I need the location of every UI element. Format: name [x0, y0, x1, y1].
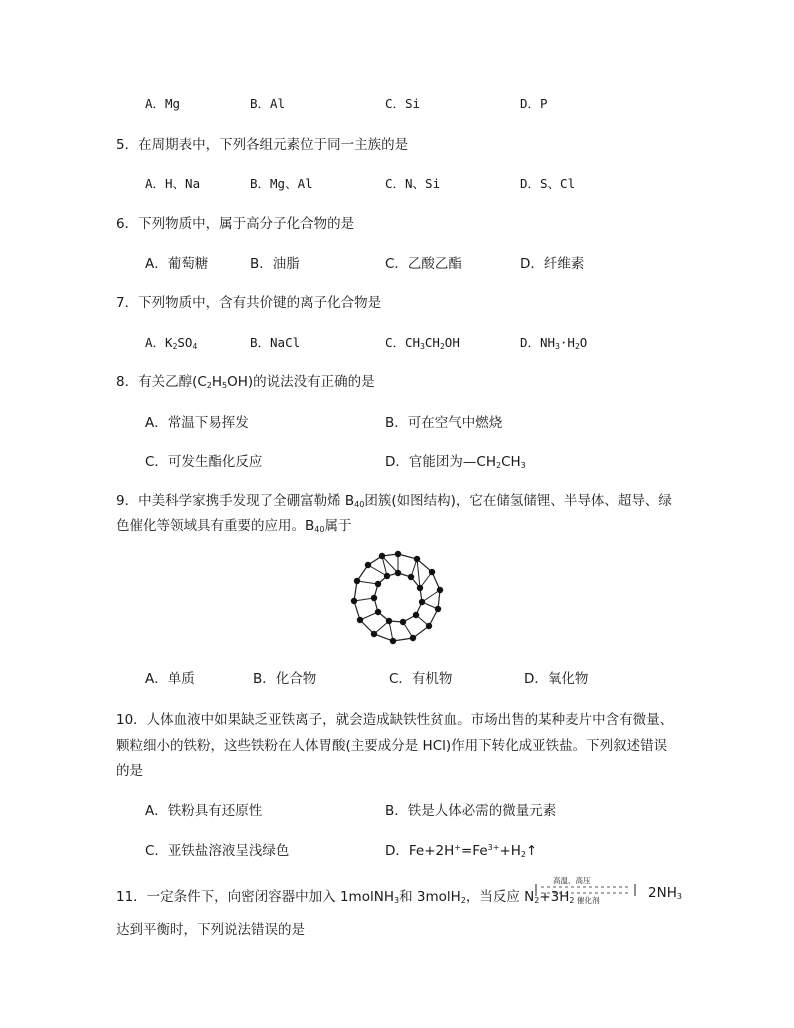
q8-stem: 8．有关乙醇$(C_2H_5OH)$的说法没有正确的是: [116, 374, 375, 390]
q11-product: $2NH_3$: [648, 885, 682, 901]
q7-option-b: B．NaCl: [250, 335, 301, 350]
q8-option-c: C．可发生酯化反应: [145, 454, 263, 470]
q5-option-c: C．N、Si: [385, 176, 441, 191]
q6-option-b: B．油脂: [250, 256, 300, 272]
q5-option-a: A．H、Na: [145, 176, 201, 191]
q11-stem-line1: 11．一定条件下，向密闭容器中加入 1molNH$_3$和 3molH$_2$，当反应 $N_2+3H_2$: [116, 889, 575, 905]
q10-option-b: B．铁是人体必需的微量元素: [385, 803, 557, 819]
q9-stem-line1: 9．中美科学家携手发现了全硼富勒烯 $B_{40}$团簇(如图结构)，它在储氢储锂、半导体、超导、绿: [116, 493, 672, 509]
q9-stem-line2: 色催化等领域具有重要的应用。$B_{40}$属于: [116, 518, 352, 534]
q4-option-d: D．P: [520, 96, 548, 111]
q5-stem: 5．在周期表中，下列各组元素位于同一主族的是: [116, 137, 409, 153]
q11-stem-line2: 达到平衡时，下列说法错误的是: [116, 922, 305, 938]
q7-option-a: A．$K_2SO_4$: [145, 335, 198, 351]
q8-option-a: A．常温下易挥发: [145, 415, 249, 431]
q10-option-d: D．$Fe+2H^+=Fe^{3+}+H_2↑$: [385, 843, 538, 859]
q5-option-d: D．S、Cl: [520, 176, 576, 191]
q7-option-d: D．$NH_3\cdot H_2O$: [520, 335, 588, 351]
q5-option-b: B．Mg、Al: [250, 176, 313, 191]
q7-option-c: C．$CH_3CH_2OH$: [385, 335, 460, 351]
q10-option-c: C．亚铁盐溶液呈浅绿色: [145, 843, 290, 859]
q8-option-d: D．官能团为$—CH_2CH_3$: [385, 454, 526, 470]
reaction-condition-bottom: 催化剂: [577, 896, 600, 905]
q4-option-b: B．Al: [250, 96, 286, 111]
b40-cluster-diagram: [348, 548, 448, 648]
q9-option-c: C．有机物: [389, 671, 453, 687]
q9-option-b: B．化合物: [253, 671, 317, 687]
q4-option-c: C．Si: [385, 96, 421, 111]
reversible-arrow: [535, 875, 638, 907]
q10-stem-line2: 颗粒细小的铁粉，这些铁粉在人体胃酸(主要成分是 HCl)作用下转化成亚铁盐。下列叙述错误: [116, 738, 668, 754]
q6-option-d: D．纤维素: [520, 256, 585, 272]
q7-stem: 7．下列物质中，含有共价键的离子化合物是: [116, 295, 382, 311]
q9-option-d: D．氧化物: [524, 671, 589, 687]
q6-option-c: C．乙酸乙酯: [385, 256, 462, 272]
reaction-condition-top: 高温、高压: [553, 876, 591, 885]
q4-option-a: A．Mg: [145, 96, 181, 111]
q10-stem-line1: 10．人体血液中如果缺乏亚铁离子，就会造成缺铁性贫血。市场出售的某种麦片中含有微量、: [116, 712, 674, 728]
q6-stem: 6．下列物质中，属于高分子化合物的是: [116, 216, 355, 232]
q6-option-a: A．葡萄糖: [145, 256, 209, 272]
q9-option-a: A．单质: [145, 671, 195, 687]
q8-option-b: B．可在空气中燃烧: [385, 415, 503, 431]
q10-stem-line3: 的是: [116, 763, 143, 779]
q10-option-a: A．铁粉具有还原性: [145, 803, 263, 819]
